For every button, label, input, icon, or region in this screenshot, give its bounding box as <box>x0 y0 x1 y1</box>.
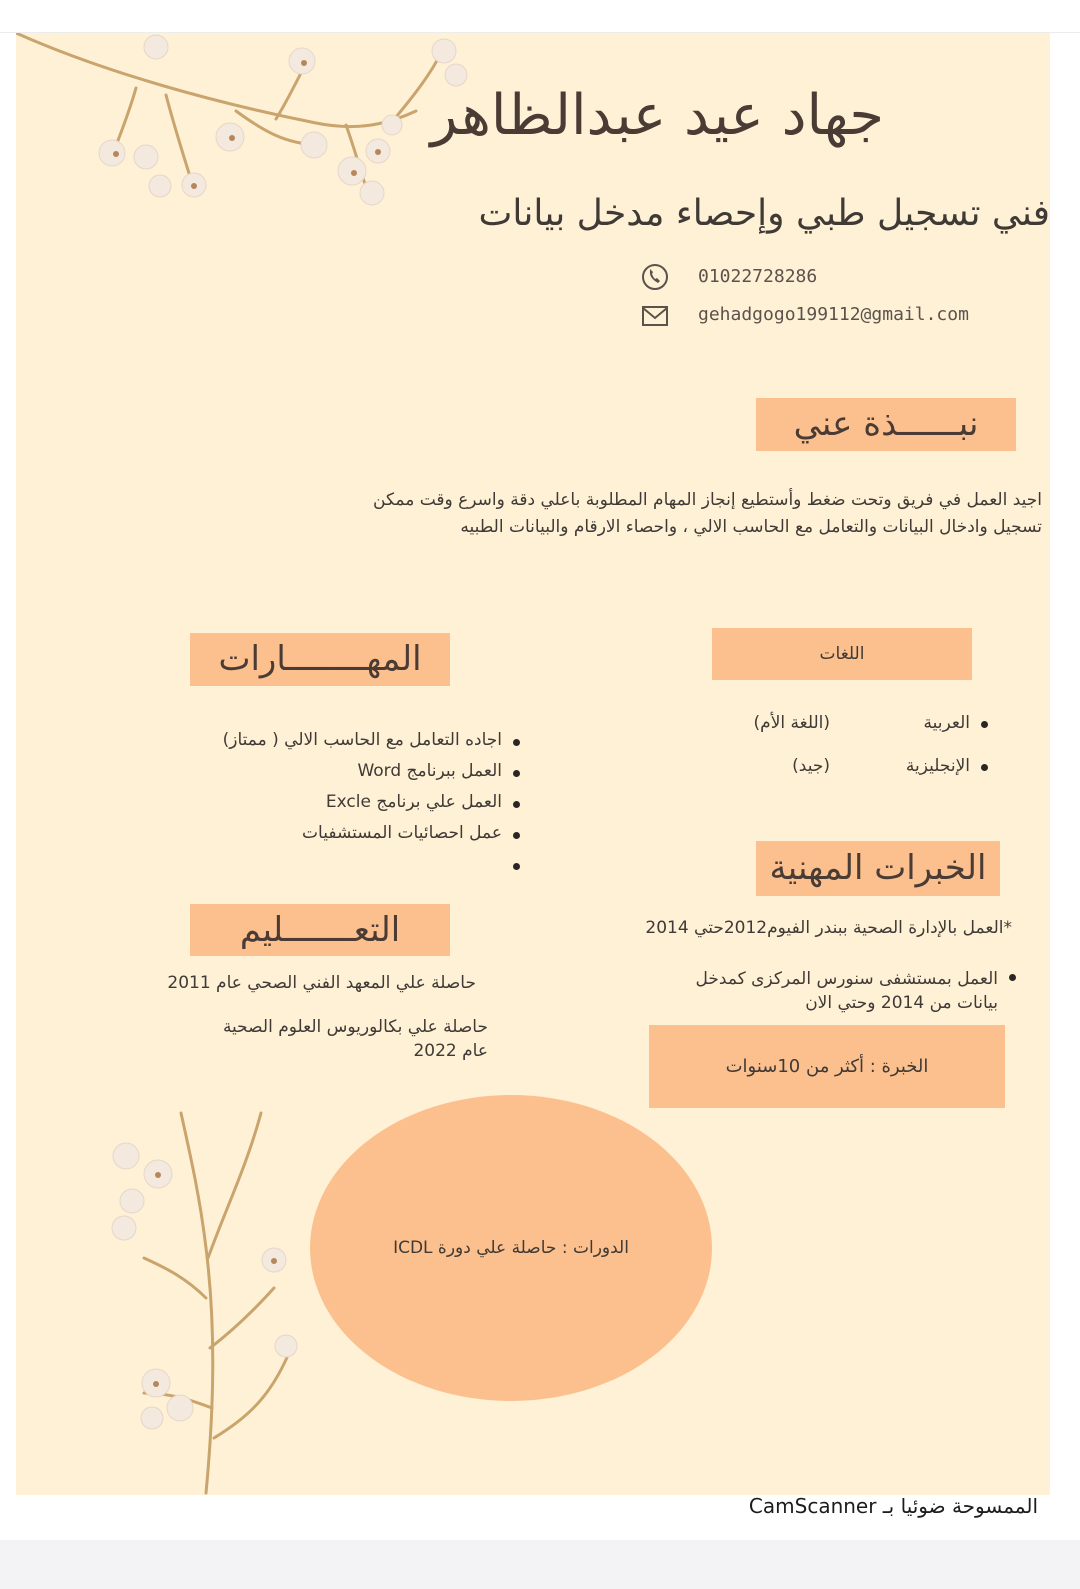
education-item <box>223 1015 488 1063</box>
skill-item: العمل علي برنامج Excle <box>325 792 502 812</box>
languages-heading-box <box>712 628 972 680</box>
about-line-2: تسجيل وادخال البيانات والتعامل مع الحاسب الالي ، واحصاء الارقام والبيانات الطبيه <box>460 517 1042 537</box>
education-heading-box <box>190 904 450 956</box>
language-level: (جيد) <box>792 756 830 776</box>
phone-icon <box>640 262 670 292</box>
courses-circle <box>310 1095 712 1401</box>
bullet-icon <box>513 832 520 839</box>
languages-heading: اللغات <box>819 644 865 664</box>
bullet-icon <box>981 721 988 728</box>
skills-heading-box <box>190 633 450 686</box>
job-title: فني تسجيل طبي وإحصاء مدخل بيانات <box>478 193 1050 234</box>
experience-total: الخبرة : أكثر من 10سنوات <box>725 1056 929 1077</box>
skill-item: اجاده التعامل مع الحاسب الالي ( ممتاز) <box>222 730 502 750</box>
education-item: حاصلة علي المعهد الفني الصحي عام 2011 <box>167 973 476 993</box>
bullet-icon <box>513 863 520 870</box>
about-heading: نبــــــذة عني <box>793 404 979 444</box>
camscanner-watermark: الممسوحة ضوئيا بـ CamScanner <box>748 1494 1038 1518</box>
about-line-1: اجيد العمل في فريق وتحت ضغط وأستطيع إنجاز المهام المطلوبة باعلي دقة واسرع وقت ممكن <box>373 490 1042 510</box>
experience-heading-box <box>756 841 1000 896</box>
bullet-icon <box>513 770 520 777</box>
education-item-line: حاصلة علي بكالوريوس العلوم الصحية <box>222 1017 488 1037</box>
education-heading: التعـــــــليم <box>239 910 401 950</box>
resume-page <box>16 33 1050 1495</box>
phone-number: 01022728286 <box>698 266 818 287</box>
experience-entry-line: العمل بمستشفى سنورس المركزى كمدخل <box>695 969 998 989</box>
language-name: العربية <box>923 713 970 733</box>
bullet-icon <box>513 739 520 746</box>
bullet-icon <box>981 764 988 771</box>
experience-heading: الخبرات المهنية <box>769 848 987 888</box>
flower-branch-top-decoration <box>16 33 476 233</box>
education-item-line: عام 2022 <box>413 1041 488 1061</box>
skills-heading: المهــــــــارات <box>218 639 422 679</box>
experience-entry-line: بيانات من 2014 وحتي الان <box>805 993 998 1013</box>
skill-item: عمل احصائيات المستشفيات <box>302 823 502 843</box>
top-toolbar-strip <box>0 0 1080 33</box>
courses-text: الدورات : حاصلة علي دورة ICDL <box>393 1238 629 1258</box>
experience-entry: *العمل بالإدارة الصحية ببندر الفيوم2012حتي 2014 <box>645 918 1012 938</box>
language-level: (اللغة الأم) <box>753 713 830 733</box>
about-text <box>282 487 1042 541</box>
bullet-icon <box>1009 974 1016 981</box>
email-address: gehadgogo199112@gmail.com <box>698 304 969 325</box>
mail-icon <box>640 301 670 331</box>
flower-branch-bottom-decoration <box>96 1108 316 1495</box>
candidate-name: جهاد عيد عبدالظاهر <box>430 83 884 148</box>
experience-entry <box>696 967 998 1015</box>
bullet-icon <box>513 801 520 808</box>
bottom-bar <box>0 1540 1080 1589</box>
language-name: الإنجليزية <box>905 756 970 776</box>
about-heading-box <box>756 398 1016 451</box>
skill-item: العمل ببرنامج Word <box>357 761 502 781</box>
